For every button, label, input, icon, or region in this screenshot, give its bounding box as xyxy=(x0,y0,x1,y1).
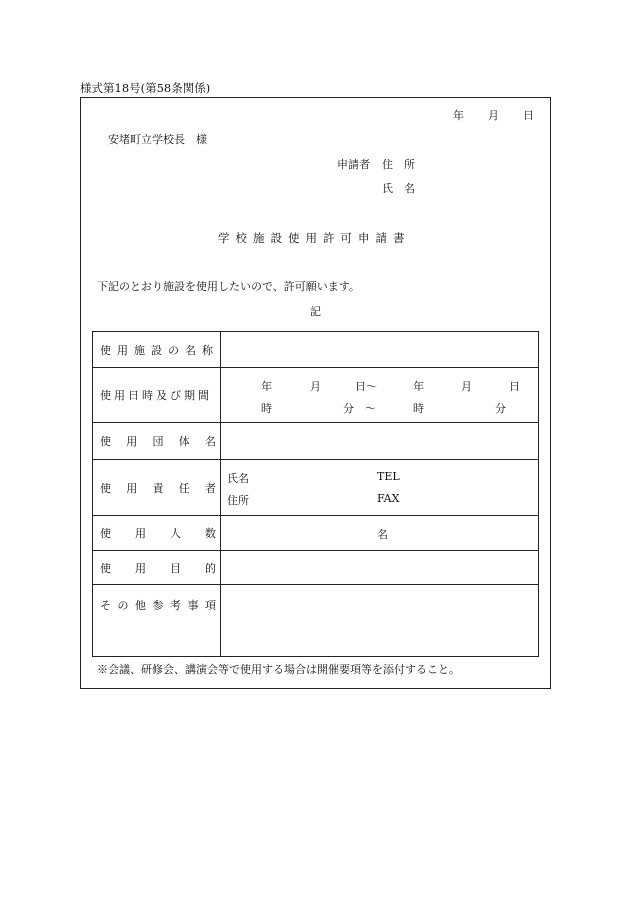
document-title: 学校施設使用許可申請書 xyxy=(218,231,411,245)
label-char: 的 xyxy=(205,561,216,575)
label-char: 使 xyxy=(100,435,111,448)
label-char: 責 xyxy=(152,481,164,495)
dt-day2: 日 xyxy=(509,380,520,393)
facility-name-field[interactable] xyxy=(221,332,539,368)
group-name-field[interactable] xyxy=(221,423,539,460)
intro-text: 下記のとおり施設を使用したいので、許可願います。 xyxy=(97,280,360,293)
date-month-label: 月 xyxy=(488,109,499,122)
label-char: 用 xyxy=(126,481,138,495)
label-char: 者 xyxy=(205,481,216,495)
table-row xyxy=(93,423,539,460)
resp-address-label: 住所 xyxy=(227,494,249,507)
label-char: 数 xyxy=(205,527,216,540)
other-notes-label xyxy=(93,585,221,657)
label-char: 用 xyxy=(117,343,131,357)
responsible-field[interactable] xyxy=(221,460,539,516)
people-count-label xyxy=(93,516,221,551)
purpose-label xyxy=(93,551,221,585)
label-char: 任 xyxy=(178,481,190,495)
other-notes-field[interactable] xyxy=(221,585,539,657)
dt-year: 年 xyxy=(261,380,272,393)
label-char: 体 xyxy=(178,435,190,448)
label-char: 用 xyxy=(135,527,146,540)
date-year-label: 年 xyxy=(453,109,464,122)
label-char: 使 xyxy=(100,481,111,495)
label-char: の xyxy=(117,599,129,612)
table-row xyxy=(93,516,539,551)
label-char: 人 xyxy=(170,527,181,540)
dt-day-from: 日～ xyxy=(355,380,377,393)
date-day-label: 日 xyxy=(523,109,534,122)
label-char: 使 xyxy=(100,527,111,540)
table-row xyxy=(93,551,539,585)
group-name-label xyxy=(93,423,221,460)
label-char: 目 xyxy=(170,561,181,575)
responsible-label xyxy=(93,460,221,516)
dt-month: 月 xyxy=(310,380,321,393)
applicant-name-label: 氏 名 xyxy=(382,182,415,195)
label-char: 用 xyxy=(135,561,146,575)
group-name-text xyxy=(100,433,216,449)
dt-hour2: 時 xyxy=(413,402,424,415)
label-char: 参 xyxy=(152,599,164,612)
label-char: 他 xyxy=(135,599,146,612)
facility-name-label xyxy=(93,332,221,368)
dt-minute2: 分 xyxy=(495,402,506,415)
dt-year2: 年 xyxy=(413,380,424,393)
label-char: 使 xyxy=(100,561,111,575)
label-char: そ xyxy=(100,599,111,612)
label-char: 使 xyxy=(100,343,114,357)
resp-fax-label: FAX xyxy=(377,492,400,505)
label-char: 設 xyxy=(151,343,165,357)
ki-label: 記 xyxy=(310,305,321,318)
label-char: 名 xyxy=(205,435,216,448)
label-char: の xyxy=(168,343,182,357)
application-table xyxy=(92,331,539,657)
dt-hour: 時 xyxy=(261,402,272,415)
label-char: 考 xyxy=(170,599,181,612)
footnote: ※会議、研修会、講演会等で使用する場合は開催要項等を添付すること。 xyxy=(97,663,460,676)
dt-minute-to: 分 ～ xyxy=(343,402,376,415)
datetime-label: 使用日時及び期間 xyxy=(93,368,221,423)
label-char: 団 xyxy=(152,435,164,448)
label-char: 称 xyxy=(202,343,216,357)
resp-name-label: 氏名 xyxy=(227,472,249,485)
label-char: 事 xyxy=(187,599,199,612)
table-row xyxy=(93,585,539,657)
table-row xyxy=(93,368,539,423)
addressee: 安堵町立学校長 様 xyxy=(108,133,207,146)
resp-tel-label: TEL xyxy=(377,470,400,483)
label-char: 施 xyxy=(134,343,148,357)
table-row xyxy=(93,460,539,516)
label-char: 名 xyxy=(185,343,199,357)
label-char: 項 xyxy=(205,599,216,612)
people-unit: 名 xyxy=(377,528,388,541)
table-row xyxy=(93,332,539,368)
purpose-field[interactable] xyxy=(221,551,539,585)
applicant-address-label: 住 所 xyxy=(382,158,415,171)
applicant-label: 申請者 xyxy=(337,158,370,171)
dt-month2: 月 xyxy=(461,380,472,393)
label-char: 用 xyxy=(126,435,138,448)
form-number: 様式第18号(第58条関係) xyxy=(80,81,211,95)
people-count-field[interactable] xyxy=(221,516,539,551)
datetime-field[interactable] xyxy=(221,368,539,423)
